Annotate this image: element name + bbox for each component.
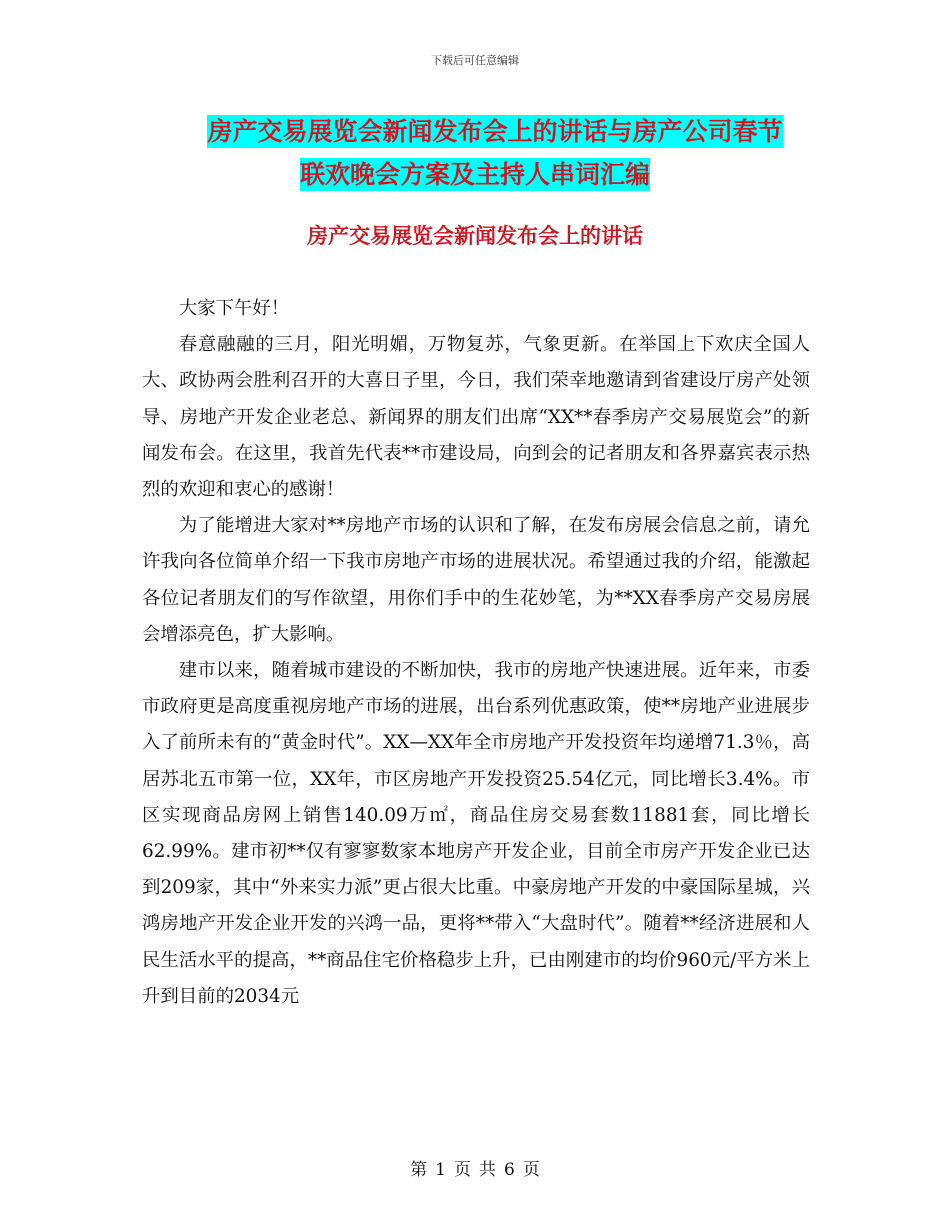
footer-suffix: 页 — [522, 1160, 540, 1180]
total-pages: 6 — [504, 1160, 515, 1180]
paragraph: 为了能增进大家对**房地产市场的认识和了解，在发布房展会信息之前，请允许我向各位简单介绍一下我市房地产市场的进展状况。希望通过我的介绍，能激起各位记者朋友们的写作欲望，用你们手中的生花妙笔，为**XX春季房产交易房展会增添亮色，扩大影响。 — [142, 515, 810, 645]
footer-prefix: 第 — [410, 1160, 428, 1180]
title-line-1 — [0, 110, 950, 153]
section-heading: 房产交易展览会新闻发布会上的讲话 — [307, 224, 643, 248]
title-line-2 — [0, 153, 950, 196]
title-line-1-highlight: 房产交易展览会新闻发布会上的讲话与房产公司春节 — [207, 117, 783, 146]
footer-total-prefix: 共 — [479, 1160, 496, 1180]
paragraph: 建市以来，随着城市建设的不断加快，我市的房地产快速进展。近年来，市委市政府更是高度重视房地产市场的进展，出台系列优惠政策，使**房地产业进展步入了前所未有的“黄金时代”。XX—XX年全市房地产开发投资年均递增71.3％，高居苏北五市第一位，XX年，市区房地产开发投资25.54亿元，同比增长3.4%。市区实现商品房网上销售140.09万㎡，商品住房交易套数11881套，同比增长62.99%。建市初**仅有寥寥数家本地房产开发企业，目前全市房产开发企业已达到209家，其中“外来实力派”更占很大比重。中豪房地产开发的中豪国际星城，兴鸿房地产开发企业开发的兴鸿一品，更将**带入“大盘时代”。随着**经济进展和人民生活水平的提高，**商品住宅价格稳步上升，已由刚建市的均价960元/平方米上升到目前的2034元 — [142, 660, 810, 1007]
page-footer — [0, 1155, 950, 1180]
title-line-2-highlight: 联欢晚会方案及主持人串词汇编 — [299, 160, 650, 189]
document-title — [0, 110, 950, 196]
paragraph: 春意融融的三月，阳光明媚，万物复苏，气象更新。在举国上下欢庆全国人大、政协两会胜利召开的大喜日子里，今日，我们荣幸地邀请到省建设厅房产处领导、房地产开发企业老总、新闻界的朋友们出席“XX**春季房产交易展览会”的新闻发布会。在这里，我首先代表**市建设局，向到会的记者朋友和各界嘉宾表示热烈的欢迎和衷心的感谢！ — [142, 334, 810, 501]
footer-mid: 页 — [454, 1160, 471, 1180]
document-body — [142, 291, 810, 1015]
page-number: 1 — [435, 1160, 446, 1180]
page-header-note: 下载后可任意编辑 — [431, 54, 519, 67]
paragraph-greeting: 大家下午好！ — [178, 298, 290, 319]
